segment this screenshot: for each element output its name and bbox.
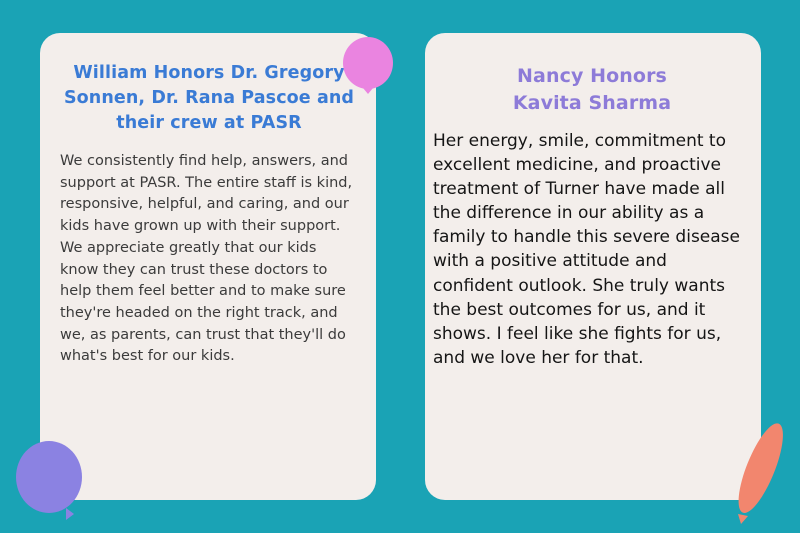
card-body: We consistently find help, answers, and support at PASR. The entire staff is kind, responsive, helpful, and caring, and our kids have grown up with their support. We appreciate greatly that our kids know they can trust these doctors to help them feel better and to make sure they're headed on the right track, and we, as parents, can trust that they'll do what's best for our kids. <box>60 153 353 365</box>
testimonial-card-william <box>40 33 376 500</box>
card-body: Her energy, smile, commitment to excellent medicine, and proactive treatment of Turner have made all the difference in our ability as a family to handle this severe disease with a positive attitude and confident outlook. She truly wants the best outcomes for us, and it shows. I feel like she fights for us, and we love her for that. <box>433 131 740 368</box>
pink-balloon-icon <box>341 35 397 95</box>
coral-balloon-icon <box>728 418 792 526</box>
card-title-text: Nancy Honors Kavita Sharma <box>512 65 672 114</box>
purple-balloon-icon <box>14 440 86 522</box>
card-title <box>433 63 751 117</box>
testimonial-card-nancy <box>425 33 761 500</box>
card-title: William Honors Dr. Gregory Sonnen, Dr. Rana Pascoe and their crew at PASR <box>63 63 355 133</box>
